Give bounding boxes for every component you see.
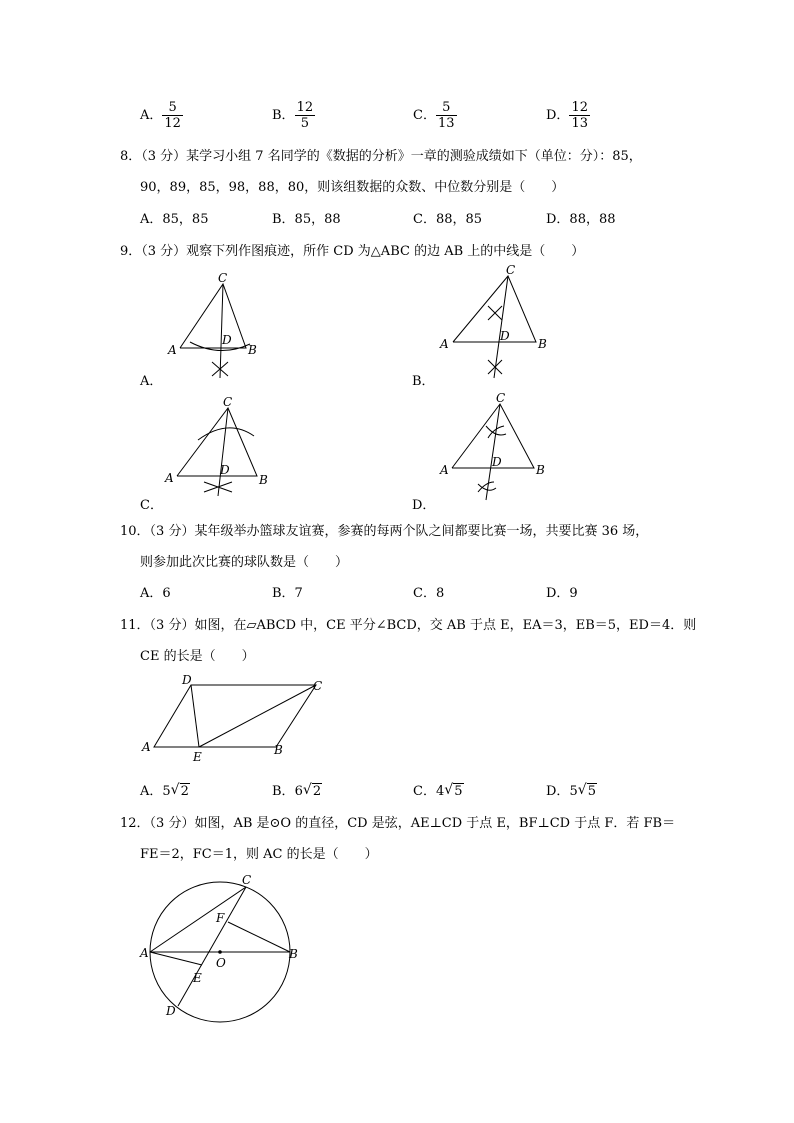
- q8-option-d: D．88，88: [546, 212, 616, 227]
- q7-option-d: D． $\frac{12}{13}$: [546, 100, 588, 131]
- q12-label-f: F: [216, 911, 225, 925]
- q9c-label-b: B: [259, 473, 268, 487]
- q9b-label-b: B: [538, 337, 547, 351]
- q10-option-d: D．9: [546, 586, 578, 601]
- q12-label-o: O: [216, 956, 226, 970]
- q9b-label-c: C: [506, 263, 516, 277]
- q10-option-a: A．6: [140, 586, 171, 601]
- q12-circle-figure: [136, 870, 306, 1025]
- q7-option-b: B． $\frac{12}{5}$: [272, 100, 314, 131]
- q8-line2: 90，89，85，98，88，80，则该组数据的众数、中位数分别是（ ）: [140, 180, 565, 195]
- q9a-label-a: A: [168, 343, 177, 357]
- q11-option-d: D．5 √ 5: [546, 782, 596, 799]
- q11-option-b: B．6 √ 2: [272, 782, 322, 799]
- q9c-label-a: A: [165, 471, 174, 485]
- q9d-label-b: B: [536, 463, 545, 477]
- q9d-label-a: A: [440, 463, 449, 477]
- q11-option-a: A．5 √ 2: [140, 782, 189, 799]
- q9-figure-a: [160, 272, 280, 382]
- q11-option-c: C．4 √ 5: [413, 782, 463, 799]
- q11-label-b: B: [274, 743, 283, 757]
- q9-figure-b: [436, 262, 556, 382]
- q9c-label-d: D: [220, 463, 230, 477]
- q7-option-a: A． $\frac{5}{12}$: [140, 100, 181, 131]
- q11-label-d: D: [182, 673, 192, 687]
- q9-option-a: A．: [140, 374, 163, 389]
- q9-figure-c: [160, 396, 280, 500]
- q12-label-e: E: [193, 971, 202, 985]
- q9-option-c: C．: [140, 498, 163, 513]
- q11-parallelogram-figure: [136, 668, 336, 768]
- q8-option-c: C．88，85: [413, 212, 483, 227]
- q10-option-c: C．8: [413, 586, 445, 601]
- q9-option-d: D．: [412, 498, 436, 513]
- q12-label-c: C: [242, 873, 252, 887]
- q12-line2: FE＝2，FC＝1，则 AC 的长是（ ）: [140, 847, 378, 862]
- q8-line1: 8．（3 分）某学习小组 7 名同学的《数据的分析》一章的测验成绩如下（单位：分）：85，: [120, 149, 642, 164]
- q8-option-a: A．85，85: [140, 212, 209, 227]
- q9d-label-d: D: [492, 455, 502, 469]
- q9b-label-a: A: [440, 337, 449, 351]
- q9a-label-b: B: [248, 343, 257, 357]
- q9-option-b: B．: [412, 374, 435, 389]
- q11-line1: 11．（3 分）如图，在▱ABCD 中，CE 平分∠BCD，交 AB 于点 E，EA＝3，EB＝5，ED＝4．则: [120, 618, 697, 633]
- q12-line1: 12．（3 分）如图，AB 是⊙O 的直径，CD 是弦，AE⊥CD 于点 E，BF⊥CD 于点 F．若 FB＝: [120, 816, 676, 831]
- q9a-label-c: C: [218, 272, 228, 285]
- q10-option-b: B．7: [272, 586, 303, 601]
- q11-label-a: A: [142, 740, 151, 754]
- q9b-label-d: D: [500, 329, 510, 343]
- q10-line1: 10．（3 分）某年级举办篮球友谊赛，参赛的每两个队之间都要比赛一场，共要比赛 36 场，: [120, 524, 649, 539]
- q8-option-b: B．85，88: [272, 212, 341, 227]
- q9-stem: 9．（3 分）观察下列作图痕迹，所作 CD 为△ABC 的边 AB 上的中线是（ ）: [120, 244, 585, 259]
- q7-option-c: C． $\frac{5}{13}$: [413, 100, 455, 131]
- q9a-label-d: D: [222, 333, 232, 347]
- q11-label-c: C: [313, 679, 323, 693]
- q10-line2: 则参加此次比赛的球队数是（ ）: [140, 555, 349, 570]
- q12-label-d: D: [166, 1004, 176, 1018]
- q11-label-e: E: [193, 750, 202, 764]
- q9c-label-c: C: [223, 396, 233, 409]
- q9-figure-d: [436, 390, 556, 504]
- q12-label-b: B: [289, 947, 298, 961]
- q11-line2: CE 的长是（ ）: [140, 649, 255, 664]
- q12-label-a: A: [140, 946, 149, 960]
- q9d-label-c: C: [496, 391, 506, 405]
